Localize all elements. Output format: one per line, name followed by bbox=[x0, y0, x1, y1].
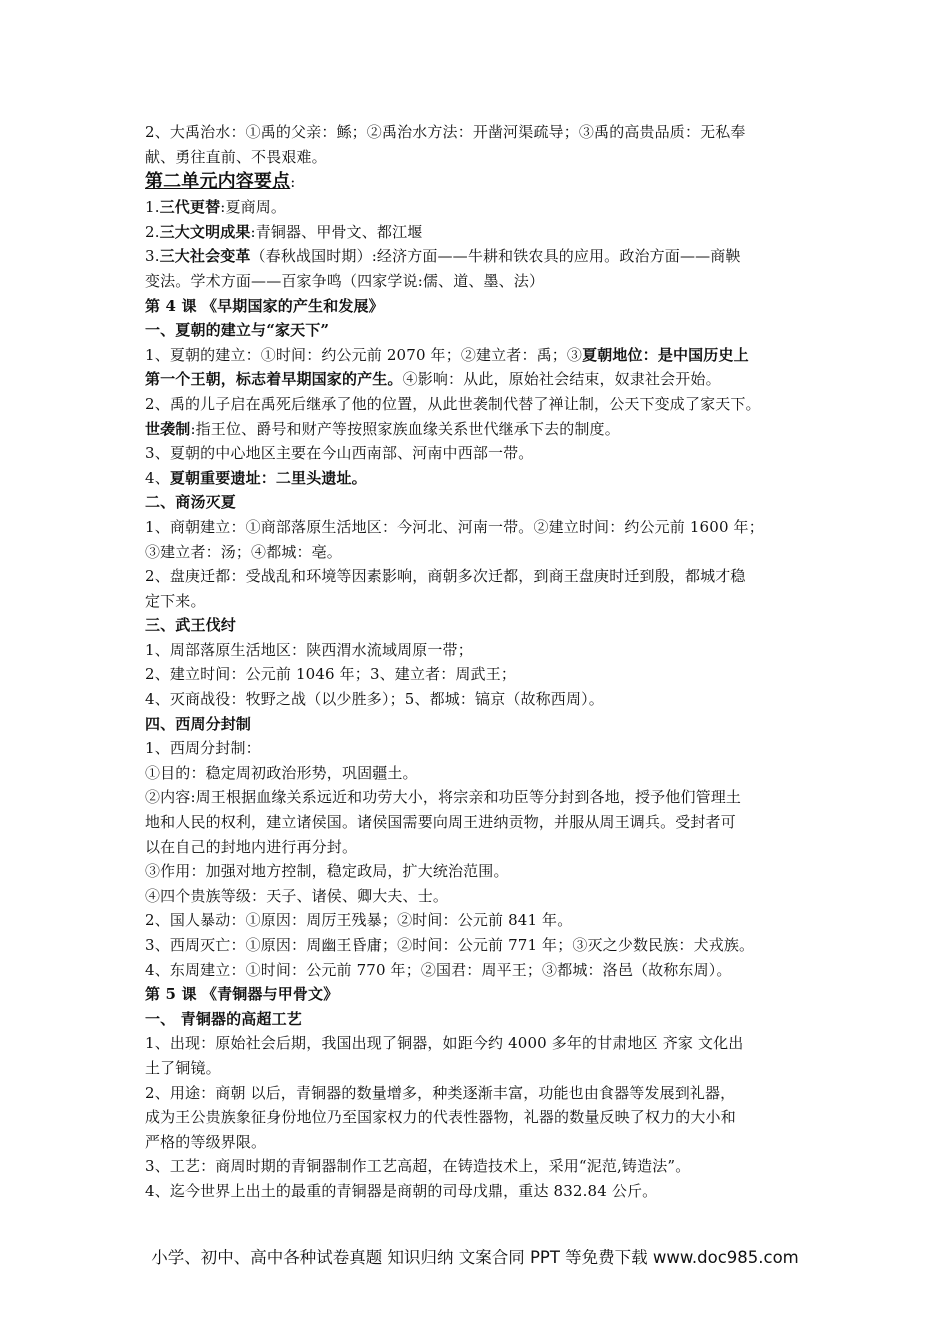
bold-text: 第 4 课 《早期国家的产生和发展》 bbox=[145, 296, 384, 315]
text-segment: 2、大禹治水：①禹的父亲：鲧；②禹治水方法：开凿河渠疏导；③禹的高贵品质：无私奉 bbox=[145, 123, 746, 141]
text-segment: 定下来。 bbox=[145, 591, 206, 610]
text-segment: 1、西周分封制： bbox=[145, 739, 261, 758]
text-line bbox=[145, 908, 815, 933]
text-segment: :青铜器、甲骨文、都江堰 bbox=[250, 222, 423, 241]
bold-text: 夏朝地位：是中国历史上 bbox=[582, 345, 749, 364]
text-segment: ①目的：稳定周初政治形势，巩固疆土。 bbox=[145, 763, 418, 782]
text-segment: : bbox=[290, 173, 296, 192]
text-segment: ③作用：加强对地方控制，稳定政局，扩大统治范围。 bbox=[145, 862, 509, 881]
text-line bbox=[145, 466, 815, 491]
text-line bbox=[145, 220, 815, 245]
text-segment: 2、禹的儿子启在禹死后继承了他的位置，从此世袭制代替了禅让制，公天下变成了家天下。 bbox=[145, 394, 761, 413]
text-segment: 4、灭商战役：牧野之战（以少胜多）；5、都城：镐京（故称西周）。 bbox=[145, 690, 604, 709]
text-line bbox=[145, 884, 815, 909]
text-line bbox=[145, 859, 815, 884]
text-line bbox=[145, 244, 815, 269]
text-line bbox=[145, 441, 815, 466]
text-segment: 3、工艺：商周时期的青铜器制作工艺高超，在铸造技术上，采用“泥范,铸造法”。 bbox=[145, 1157, 691, 1176]
text-segment: 土了铜镜。 bbox=[145, 1058, 221, 1077]
text-line bbox=[145, 638, 815, 663]
text-segment: 4、迄今世界上出土的最重的青铜器是商朝的司母戊鼎，重达 832.84 公斤。 bbox=[145, 1181, 658, 1200]
text-line bbox=[145, 810, 815, 835]
text-line bbox=[145, 662, 815, 687]
text-line bbox=[145, 712, 815, 737]
text-line bbox=[145, 195, 815, 220]
text-line bbox=[145, 269, 815, 294]
text-segment: ②内容:周王根据血缘关系远近和功劳大小，将宗亲和功臣等分封到各地，授予他们管理土 bbox=[145, 788, 742, 807]
text-segment: 3、西周灭亡：①原因：周幽王昏庸；②时间：公元前 771 年；③灭之少数民族：犬戎族。 bbox=[145, 936, 755, 954]
page-footer: 小学、初中、高中各种试卷真题 知识归纳 文案合同 PPT 等免费下载 www.doc985.com bbox=[151, 1248, 799, 1267]
text-segment: 2、盘庚迁都：受战乱和环境等因素影响，商朝多次迁都，到商王盘庚时迁到殷，都城才稳 bbox=[145, 567, 746, 586]
text-segment: 严格的等级界限。 bbox=[145, 1132, 267, 1151]
text-segment: 3、夏朝的中心地区主要在今山西南部、河南中西部一带。 bbox=[145, 444, 534, 463]
text-segment: 2、建立时间：公元前 1046 年；3、建立者：周武王； bbox=[145, 665, 516, 684]
text-segment: 4、东周建立：①时间：公元前 770 年；②国君：周平王；③都城：洛邑（故称东周）。 bbox=[145, 960, 732, 979]
bold-text: 世袭制 bbox=[145, 419, 191, 438]
text-line bbox=[145, 343, 815, 368]
text-line bbox=[145, 392, 815, 417]
text-line bbox=[145, 1056, 815, 1081]
text-line bbox=[145, 613, 815, 638]
text-line bbox=[145, 1007, 815, 1032]
bold-text: 三、武王伐纣 bbox=[145, 616, 236, 635]
bold-text: 二、商汤灭夏 bbox=[145, 493, 236, 512]
text-line bbox=[145, 1031, 815, 1056]
text-segment: 2. bbox=[145, 222, 160, 241]
text-segment: 献、勇往直前、不畏艰难。 bbox=[145, 147, 327, 166]
bold-text: 三代更替 bbox=[159, 198, 221, 217]
text-segment: ④四个贵族等级：天子、诸侯、卿大夫、士。 bbox=[145, 886, 449, 905]
text-line bbox=[145, 687, 815, 712]
text-segment: 3. bbox=[145, 247, 160, 266]
text-line bbox=[145, 367, 815, 392]
text-line bbox=[145, 1130, 815, 1155]
text-line bbox=[145, 1179, 815, 1204]
bold-text: 夏朝重要遗址：二里头遗址。 bbox=[169, 468, 367, 487]
text-line bbox=[145, 564, 815, 589]
text-segment: 2、用途：商朝 以后，青铜器的数量增多，种类逐渐丰富，功能也由食器等发展到礼器， bbox=[145, 1083, 736, 1102]
text-segment: 变法。学术方面——百家争鸣（四家学说:儒、道、墨、法） bbox=[145, 271, 545, 290]
text-line bbox=[145, 761, 815, 786]
text-line bbox=[145, 417, 815, 442]
text-line bbox=[145, 835, 815, 860]
bold-text: 四、西周分封制 bbox=[145, 714, 252, 733]
text-line bbox=[145, 958, 815, 983]
text-segment: （春秋战国时期）:经济方面——牛耕和铁农具的应用。政治方面——商鞅 bbox=[250, 247, 741, 266]
text-line bbox=[145, 1105, 815, 1130]
text-segment: 成为王公贵族象征身份地位乃至国家权力的代表性器物，礼器的数量反映了权力的大小和 bbox=[145, 1108, 736, 1127]
text-line bbox=[145, 1081, 815, 1106]
text-segment: 1. bbox=[145, 198, 160, 217]
text-segment: 4、 bbox=[145, 468, 170, 487]
text-segment: ③建立者：汤；④都城：亳。 bbox=[145, 542, 342, 561]
unit-title: 第二单元内容要点 bbox=[145, 171, 291, 193]
text-segment: 2、国人暴动：①原因：周厉王残暴；②时间：公元前 841 年。 bbox=[145, 911, 573, 930]
text-line bbox=[145, 982, 815, 1007]
text-segment: 以在自己的封地内进行再分封。 bbox=[145, 837, 358, 856]
text-segment: 1、夏朝的建立：①时间：约公元前 2070 年；②建立者：禹；③ bbox=[145, 345, 583, 364]
text-segment: :夏商周。 bbox=[220, 198, 287, 217]
text-segment: 1、周部落原生活地区：陕西渭水流域周原一带； bbox=[145, 640, 473, 659]
text-line bbox=[145, 294, 815, 319]
text-segment: :指王位、爵号和财产等按照家族血缘关系世代继承下去的制度。 bbox=[190, 419, 620, 438]
bold-text: 三大社会变革 bbox=[159, 247, 251, 266]
text-line bbox=[145, 785, 815, 810]
text-line bbox=[145, 736, 815, 761]
document-body bbox=[145, 120, 815, 1204]
text-line bbox=[145, 589, 815, 614]
text-segment: 地和人民的权利，建立诸侯国。诸侯国需要向周王进纳贡物，并服从周王调兵。受封者可 bbox=[145, 813, 736, 832]
bold-text: 三大文明成果 bbox=[159, 222, 251, 241]
text-line bbox=[145, 490, 815, 515]
text-line bbox=[145, 540, 815, 565]
text-line bbox=[145, 169, 815, 195]
bold-text: 一、夏朝的建立与“家天下” bbox=[145, 321, 330, 340]
bold-text: 第 5 课 《青铜器与甲骨文》 bbox=[145, 985, 339, 1004]
text-segment: 1、商朝建立：①商部落原生活地区：今河北、河南一带。②建立时间：约公元前 1600 年； bbox=[145, 517, 764, 536]
bold-text: 一、 青铜器的高超工艺 bbox=[145, 1009, 302, 1028]
text-line bbox=[145, 318, 815, 343]
bold-text: 第一个王朝，标志着早期国家的产生。 bbox=[145, 370, 403, 389]
text-line bbox=[145, 1154, 815, 1179]
text-line bbox=[145, 933, 815, 958]
text-line bbox=[145, 515, 815, 540]
text-line bbox=[145, 120, 815, 145]
text-segment: 1、出现：原始社会后期，我国出现了铜器，如距今约 4000 多年的甘肃地区 齐家 文化出 bbox=[145, 1034, 744, 1053]
text-segment: ④影响：从此，原始社会结束，奴隶社会开始。 bbox=[402, 370, 721, 389]
text-line bbox=[145, 145, 815, 170]
